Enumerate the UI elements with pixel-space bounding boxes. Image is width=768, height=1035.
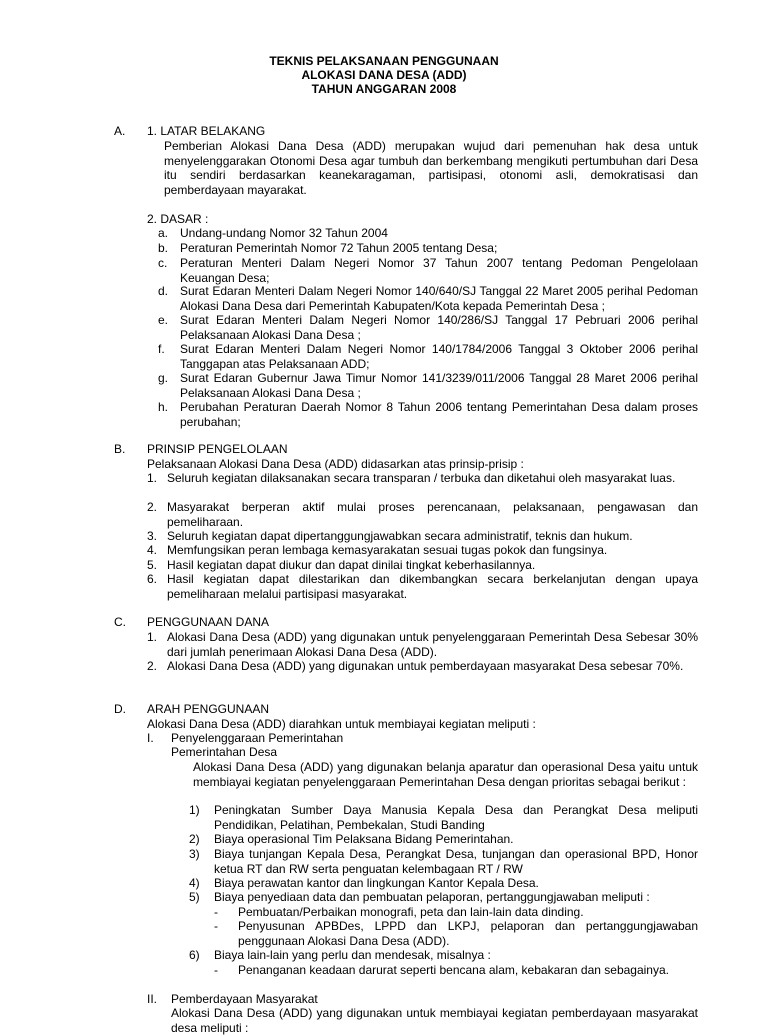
item-text: Masyarakat berperan aktif mulai proses perencanaan, pelaksanaan, pengawasan dan pemeliharaan.	[167, 500, 698, 529]
dasar-item	[158, 241, 698, 256]
principle-item	[147, 529, 698, 544]
item-marker: 4)	[189, 876, 200, 890]
section-letter: B.	[114, 442, 126, 456]
priority-item	[189, 948, 698, 963]
item-marker: 6)	[189, 948, 200, 962]
item-text: Peraturan Pemerintah Nomor 72 Tahun 2005 tentang Desa;	[180, 241, 498, 255]
item-text: Surat Edaran Menteri Dalam Negeri Nomor 140/286/SJ Tanggal 17 Pebruari 2006 perihal Pelaksanaan Alokasi Dana Desa ;	[180, 313, 698, 342]
section-heading: ARAH PENGGUNAAN	[147, 702, 270, 716]
fund-item	[147, 630, 698, 659]
item-text: Penanganan keadaan darurat seperti bencana alam, kebakaran dan sebagainya.	[238, 963, 669, 977]
item-text: Hasil kegiatan dapat dilestarikan dan dikembangkan secara berkelanjutan dengan upaya pemeliharaan melalui partisipasi masyarakat.	[167, 572, 698, 601]
doc-title-line-3: TAHUN ANGGARAN 2008	[311, 82, 457, 96]
item-text: Surat Edaran Menteri Dalam Negeri Nomor 140/640/SJ Tanggal 22 Maret 2005 perihal Pedoman Alokasi Dana Desa dari Pemerintah Kabupaten/Kota kepada Pemerintah Desa ;	[180, 284, 698, 313]
item-text: Biaya penyediaan data dan pembuatan pelaporan, pertanggungjawaban meliputi :	[214, 890, 650, 904]
sub-bullet-item	[214, 905, 698, 920]
part-marker: I.	[147, 731, 154, 745]
section-letter: D.	[114, 702, 126, 716]
priority-item	[189, 832, 698, 847]
section-d	[114, 702, 698, 1035]
part-paragraph: Alokasi Dana Desa (ADD) yang digunakan untuk membiayai kegiatan pemberdayaan masyarakat desa meliputi :	[171, 1006, 698, 1035]
priority-item	[189, 890, 698, 905]
doc-title-line-2: ALOKASI DANA DESA (ADD)	[301, 68, 467, 82]
fund-item	[147, 659, 698, 674]
section-paragraph: Pemberian Alokasi Dana Desa (ADD) merupakan wujud dari pemenuhan hak desa untuk menyelenggarakan Otonomi Desa agar tumbuh dan berkembang mengikuti pertumbuhan dari Desa itu sendiri berdasarkan keanekaragaman, partisipasi, otonomi asli, demokratisasi dan pemberdayaan mayarakat.	[164, 139, 698, 197]
principle-item	[147, 500, 698, 529]
item-text: Pembuatan/Perbaikan monografi, peta dan lain-lain data dinding.	[238, 905, 584, 919]
section-heading: 1. LATAR BELAKANG	[147, 124, 266, 138]
item-marker: 6.	[147, 572, 158, 586]
item-marker: 1.	[147, 630, 158, 644]
item-text: Alokasi Dana Desa (ADD) yang digunakan untuk penyelenggaraan Pemerintah Desa Sebesar 30% dari jumlah penerimaan Alokasi Dana Desa (ADD).	[167, 630, 698, 659]
item-marker: 2.	[147, 659, 158, 673]
principle-item	[147, 572, 698, 601]
section-letter: C.	[114, 615, 126, 629]
section-heading: PENGGUNAAN DANA	[147, 615, 270, 629]
item-marker: 1)	[189, 803, 200, 817]
item-marker: 3.	[147, 529, 158, 543]
principle-item	[147, 558, 698, 573]
priority-item	[189, 847, 698, 876]
item-marker: -	[214, 919, 218, 933]
part-paragraph: Alokasi Dana Desa (ADD) yang digunakan belanja aparatur dan operasional Desa yaitu untuk membiayai kegiatan penyelenggaraan Pemerintahan Desa dengan prioritas sebagai berikut :	[193, 760, 698, 789]
item-marker: e.	[158, 313, 169, 327]
item-marker: d.	[158, 284, 169, 298]
item-text: Biaya operasional Tim Pelaksana Bidang Pemerintahan.	[214, 832, 514, 846]
item-text: Perubahan Peraturan Daerah Nomor 8 Tahun 2006 tentang Pemerintahan Desa dalam proses perubahan;	[180, 400, 698, 429]
priority-item	[189, 876, 698, 891]
sub-bullet-item	[214, 919, 698, 948]
section-a	[114, 124, 698, 434]
dasar-item	[158, 284, 698, 313]
section-intro: Pelaksanaan Alokasi Dana Desa (ADD) didasarkan atas prinsip-prisip :	[147, 457, 524, 471]
section-c	[114, 615, 698, 695]
part-heading: Pemberdayaan Masyarakat	[171, 992, 318, 1006]
item-text: Undang-undang Nomor 32 Tahun 2004	[180, 226, 388, 240]
dasar-item	[158, 256, 698, 285]
item-text: Memfungsikan peran lembaga kemasyarakatan sesuai tugas pokok dan fungsinya.	[167, 543, 608, 557]
part-subheading: Pemerintahan Desa	[171, 745, 278, 759]
item-text: Surat Edaran Gubernur Jawa Timur Nomor 141/3239/011/2006 Tanggal 28 Maret 2006 perihal Pelaksanaan Alokasi Dana Desa ;	[180, 371, 698, 400]
item-text: Alokasi Dana Desa (ADD) yang digunakan untuk pemberdayaan masyarakat Desa sebesar 70%.	[167, 659, 684, 673]
part-heading: Penyelenggaraan Pemerintahan	[171, 731, 344, 745]
item-text: Seluruh kegiatan dapat dipertanggungjawabkan secara administratif, teknis dan hukum.	[167, 529, 633, 543]
item-text: Biaya perawatan kantor dan lingkungan Kantor Kepala Desa.	[214, 876, 539, 890]
dasar-item	[158, 371, 698, 400]
dasar-heading: 2. DASAR :	[147, 212, 209, 226]
item-text: Surat Edaran Menteri Dalam Negeri Nomor 140/1784/2006 Tanggal 3 Oktober 2006 perihal Tanggapan atas Pelaksanaan ADD;	[180, 342, 698, 371]
item-marker: 3)	[189, 847, 200, 861]
doc-title-line-1: TEKNIS PELAKSANAAN PENGGUNAAN	[269, 54, 499, 68]
item-text: Biaya tunjangan Kepala Desa, Perangkat Desa, tunjangan dan operasional BPD, Honor ketua RT dan RW serta penguatan kelembagaan RT / RW	[214, 847, 698, 876]
item-marker: b.	[158, 241, 169, 255]
section-letter: A.	[114, 124, 126, 138]
item-text: Biaya lain-lain yang perlu dan mendesak, misalnya :	[214, 948, 491, 962]
item-text: Seluruh kegiatan dilaksanakan secara transparan / terbuka dan diketahui oleh masyarakat luas.	[167, 471, 676, 485]
item-text: Hasil kegiatan dapat diukur dan dapat dinilai tingkat keberhasilannya.	[167, 558, 536, 572]
section-intro: Alokasi Dana Desa (ADD) diarahkan untuk membiayai kegiatan meliputi :	[147, 717, 536, 731]
item-marker: 2.	[147, 500, 158, 514]
principle-item	[147, 471, 698, 486]
item-marker: 1.	[147, 471, 158, 485]
item-marker: h.	[158, 400, 169, 414]
dasar-item	[158, 313, 698, 342]
part-marker: II.	[147, 992, 158, 1006]
section-b	[114, 442, 698, 607]
item-marker: 5.	[147, 558, 158, 572]
dasar-item	[158, 400, 698, 429]
item-marker: a.	[158, 226, 169, 240]
dasar-item	[158, 226, 698, 241]
item-marker: f.	[158, 342, 165, 356]
item-marker: -	[214, 963, 218, 977]
priority-item	[189, 803, 698, 832]
item-marker: g.	[158, 371, 169, 385]
item-marker: 4.	[147, 543, 158, 557]
sub-bullet-item	[214, 963, 698, 978]
section-heading: PRINSIP PENGELOLAAN	[147, 442, 288, 456]
item-text: Peningkatan Sumber Daya Manusia Kepala Desa dan Perangkat Desa meliputi Pendidikan, Pelatihan, Pembekalan, Studi Banding	[214, 803, 698, 832]
item-marker: 5)	[189, 890, 200, 904]
item-marker: -	[214, 905, 218, 919]
item-marker: c.	[158, 256, 168, 270]
item-marker: 2)	[189, 832, 200, 846]
dasar-item	[158, 342, 698, 371]
item-text: Peraturan Menteri Dalam Negeri Nomor 37 Tahun 2007 tentang Pedoman Pengelolaan Keuangan Desa;	[180, 256, 698, 285]
principle-item	[147, 543, 698, 558]
item-text: Penyusunan APBDes, LPPD dan LKPJ, pelaporan dan pertanggungjawaban penggunaan Alokasi Dana Desa (ADD).	[238, 919, 698, 948]
